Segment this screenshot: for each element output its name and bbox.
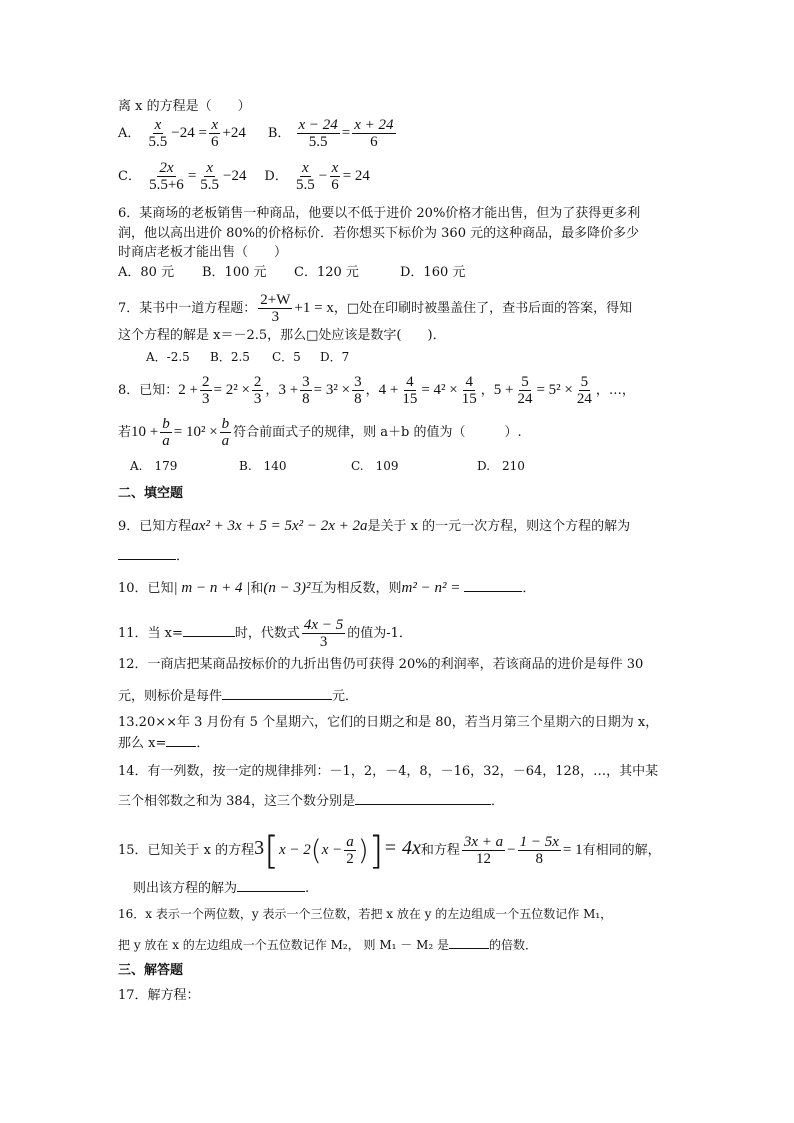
q9-equation: ax² + 3x + 5 = 5x² − 2x + 2a (191, 518, 368, 534)
q9-answer-blank[interactable] (118, 546, 176, 560)
q6-line2: 润，他以高出进价 80%的价格标价．若你想买下标价为 360 元的这种商品，最多降价多少 (118, 226, 640, 241)
q11-line (118, 617, 412, 650)
q10-end: ． (522, 581, 536, 596)
q9-line2 (118, 546, 189, 567)
q5-option-c-label: C． (118, 168, 141, 184)
q15-line1 (118, 828, 661, 871)
q10-target-expression: m² − n² = (401, 580, 461, 596)
q5-option-d: $\frac{x}{5.5}$ − $\frac{x}{6}$ = 24 (295, 160, 370, 193)
q14-answer-blank[interactable] (355, 791, 491, 805)
q14-line2-prefix: 三个相邻数之和为 384，这三个数分别是 (118, 794, 355, 809)
q13-line2 (118, 733, 209, 754)
section-fill-in-heading: 二、填空题 (118, 486, 184, 501)
q15-equation-1: 3[x − 2(x − $\frac{a}{2}$ )]= 4x (254, 828, 421, 873)
q14-line2-suffix: ． (490, 794, 504, 809)
q7-options (146, 347, 349, 367)
q9-suffix: 是关于 x 的一元一次方程，则这个方程的解为 (367, 519, 631, 534)
q8-option-c: C. 109 (351, 459, 399, 473)
q6-line1: 6．某商场的老板销售一种商品，他要以不低于进价 20%价格才能出售，但为了获得更多利 (118, 206, 641, 221)
q10-mid: 和 (250, 581, 264, 596)
q8-term-2: 3 + $\frac{3}{8}$ = 3² × $\frac{3}{8}$ (278, 374, 362, 407)
q10-square-expression: (n − 3)² (263, 580, 311, 596)
q15-answer-blank[interactable] (237, 878, 305, 892)
q8-line1: 8．已知：2 + $\frac{2}{3}$ = 2² × $\frac{2}{3}$ ，3 + $\frac{3}{8}$ = 3² × $\frac{3}{8}$ ，4 + $\frac{4}{15}$ = 4² × $\frac{4}{15}$ ，5 + $\frac{5}{24}$ = 5² × $\frac{5}{24}$ ，…， (118, 374, 635, 407)
q7-prefix: 7．某书中一道方程题： (118, 300, 257, 316)
q5-option-a-label: A． (118, 125, 141, 141)
q5-options-cd (118, 160, 370, 193)
q13-answer-blank[interactable] (166, 733, 196, 747)
q5-option-a: $\frac{x}{5.5}$ −24 = $\frac{x}{6}$ +24 (148, 117, 246, 150)
q7-suffix: ，□处在印刷时被墨盖住了，查书后面的答案，得知 (333, 300, 633, 316)
q8-prefix: 8．已知： (118, 382, 179, 398)
q10-suffix: 互为相反数，则 (310, 581, 402, 596)
q10-answer-blank[interactable] (464, 578, 522, 592)
q11-prefix: 11．当 x= (118, 626, 183, 641)
q6-option-b: B．100 元 (202, 265, 267, 280)
q12-line2 (118, 686, 358, 707)
q7-option-d: D．7 (320, 350, 350, 364)
q15-prefix: 15．已知关于 x 的方程 (118, 843, 255, 858)
q8-target-expression: 10 + $\frac{b}{a}$ = 10² × $\frac{b}{a}$ (131, 416, 230, 449)
q8-term-3: 4 + $\frac{4}{15}$ = 4² × $\frac{4}{15}$ (378, 374, 477, 407)
q8-term-4: 5 + $\frac{5}{24}$ = 5² × $\frac{5}{24}$ (493, 374, 592, 407)
q6-line3: 时商店老板才能出售（ ） (118, 245, 288, 260)
q7-line1 (118, 292, 632, 325)
q8-option-b: B. 140 (239, 459, 287, 473)
q15-line2-prefix: 则出该方程的解为 (133, 881, 238, 896)
q8-option-d: D. 210 (477, 459, 525, 473)
q17-line: 17．解方程： (118, 988, 200, 1003)
q15-line2-suffix: . (305, 881, 310, 896)
section-solve-heading: 三、解答题 (118, 963, 184, 978)
q8-if: 若 (118, 424, 132, 440)
q6-option-a: A．80 元 (118, 265, 175, 280)
q13-line2-suffix: ． (196, 736, 210, 751)
q16-line2-suffix: 的倍数． (489, 938, 538, 952)
q9-end: ． (176, 549, 190, 564)
q11-mid: 时，代数式 (234, 626, 300, 641)
q15-line2 (133, 878, 309, 899)
q5-options-ab (118, 117, 398, 150)
q9-prefix: 9．已知方程 (118, 519, 192, 534)
q7-line2: 这个方程的解是 x＝－2.5，那么□处应该是数字( )． (118, 328, 446, 343)
q16-line2 (118, 935, 537, 955)
q6-options (118, 263, 465, 283)
q12-line1: 12．一商店把某商品按标价的九折出售仍可获得 20%的利润率，若该商品的进价是每件 30 (118, 657, 644, 672)
q8-option-a: A. 179 (130, 459, 178, 473)
q8-line2 (118, 416, 522, 449)
q11-suffix: 的值为-1． (347, 626, 412, 641)
q13-line1: 13.20××年 3 月份有 5 个星期六，它们的日期之和是 80，若当月第三个星期六的日期为 x， (118, 715, 659, 730)
q9-line1 (118, 516, 630, 537)
q7-option-c: C．5 (272, 350, 301, 364)
q10-line (118, 578, 535, 599)
q6-option-d: D．160 元 (400, 265, 466, 280)
q6-option-c: C．120 元 (294, 265, 359, 280)
q12-answer-blank[interactable] (222, 686, 332, 700)
q5-tail: 离 x 的方程是（ ） (118, 99, 251, 114)
q16-line1: 16．x 表示一个两位数，y 表示一个三位数，若把 x 放在 y 的左边组成一个五位数记作 M₁， (118, 907, 613, 921)
q15-equation-2: $\frac{3x + a}{12}$ − $\frac{1 - 5x}{8}$ = 1 (463, 834, 583, 868)
q13-line2-prefix: 那么 x= (118, 736, 167, 751)
q5-option-c: $\frac{2x}{5.5+6}$ = $\frac{x}{5.5}$ −24 (149, 160, 247, 193)
q10-abs-expression: | m − n + 4 | (173, 580, 251, 596)
q15-suffix: 有相同的解， (582, 843, 661, 858)
q8-term-1: 2 + $\frac{2}{3}$ = 2² × $\frac{2}{3}$ (178, 374, 262, 407)
q8-line2-suffix: 符合前面式子的规律，则 a＋b 的值为（ ）. (233, 424, 522, 440)
q8-options (130, 456, 525, 476)
q8-tail: ，…， (595, 382, 635, 398)
q16-line2-prefix: 把 y 放在 x 的左边组成一个五位数记作 M₂， 则 M₁ － M₂ 是 (118, 938, 449, 952)
q5-option-b: $\frac{x - 24}{5.5}$ = $\frac{x + 24}{6}$ (298, 117, 394, 150)
q14-line2 (118, 791, 504, 812)
q10-prefix: 10．已知 (118, 581, 174, 596)
q11-fraction: $\frac{4x - 5}{3}$ (303, 617, 344, 650)
q7-option-b: B．2.5 (210, 350, 250, 364)
q12-line2-suffix: 元． (332, 689, 359, 704)
q5-option-d-label: D． (264, 168, 288, 184)
q11-answer-blank[interactable] (183, 623, 235, 637)
q14-line1: 14．有一列数，按一定的规律排列：－1，2，－4，8，－16，32，－64，128，…，其中某 (118, 764, 659, 779)
q7-option-a: A．-2.5 (146, 350, 190, 364)
q15-mid: 和方程 (420, 843, 460, 858)
q12-line2-prefix: 元，则标价是每件 (118, 689, 223, 704)
q16-answer-blank[interactable] (449, 935, 489, 949)
q5-option-b-label: B． (267, 125, 291, 141)
q7-equation: $\frac{2+W}{3}$ +1 = x (260, 292, 334, 325)
